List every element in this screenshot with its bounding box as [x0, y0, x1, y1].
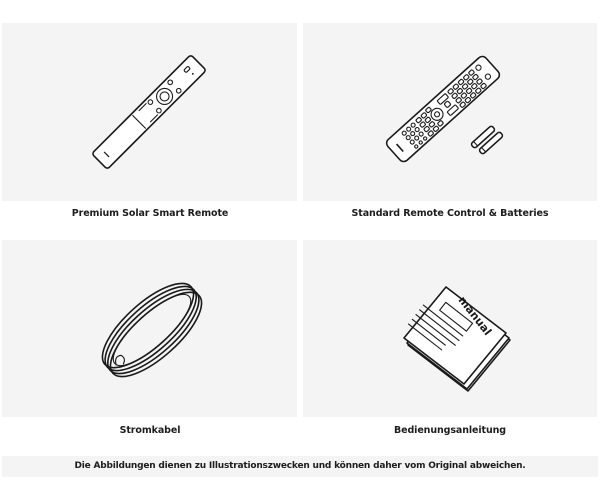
item-card-manual	[303, 240, 597, 417]
manual-book-text: manual	[455, 293, 495, 338]
footer-disclaimer: Die Abbildungen dienen zu Illustrationszwecken und können daher vom Original abweichen.	[2, 456, 598, 477]
item-label: Premium Solar Smart Remote	[71, 208, 229, 219]
item-card-power-cable	[2, 240, 297, 417]
item-label: Standard Remote Control & Batteries	[351, 208, 549, 219]
item-label: Bedienungsanleitung	[393, 425, 507, 436]
standard-remote-batteries-icon	[303, 23, 597, 201]
solar-remote-icon	[2, 23, 297, 201]
manual-book-icon	[303, 240, 597, 417]
item-card-standard-remote	[303, 23, 597, 201]
power-cable-icon	[2, 240, 297, 417]
item-label: Stromkabel	[119, 425, 181, 436]
item-card-solar-remote	[2, 23, 297, 201]
